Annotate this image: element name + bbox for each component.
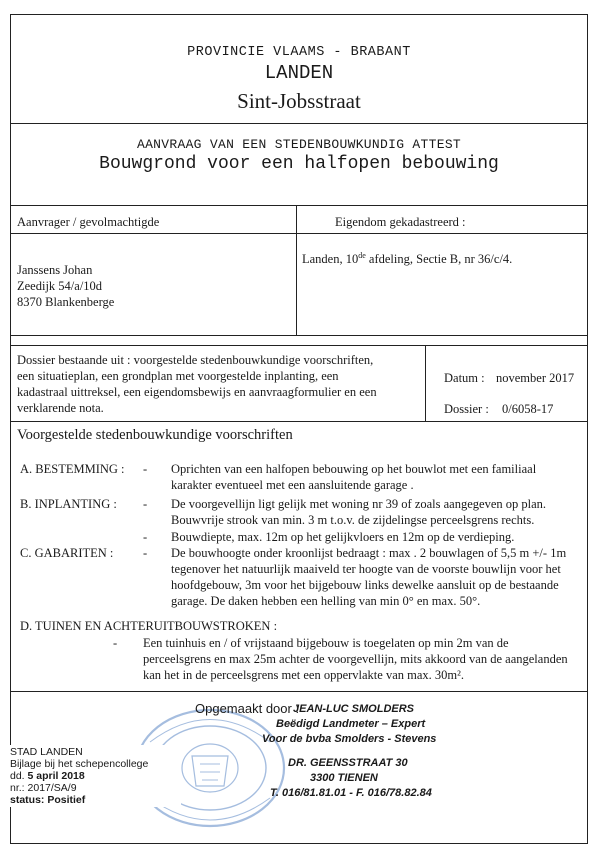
gabariten-text: tegenover het natuurlijk maaiveld ter hoogte van de voorste bouwlijn voor het xyxy=(171,562,561,576)
tuinen-text: kan het in de perceelsgrens met een oppervlakte van max. 30m². xyxy=(143,668,464,682)
province-title: PROVINCIE VLAAMS - BRABANT xyxy=(187,45,411,60)
tuinen-text: perceelsgrens en max 25m achter de voorgevellijn, mits akkoord van de aangelanden xyxy=(143,652,568,666)
divider xyxy=(10,233,588,234)
divider xyxy=(10,123,588,124)
inplanting-text: Bouwvrije strook van min. 3 m t.o.v. de zijdelingse perceelsgrens rechts. xyxy=(171,513,535,527)
street-title: Sint-Jobsstraat xyxy=(237,89,361,113)
applicant-address-line2: 8370 Blankenberge xyxy=(17,295,115,309)
dossier-line: Dossier bestaande uit : voorgestelde stedenbouwkundige voorschriften, xyxy=(17,353,374,367)
inplanting-depth-text: Bouwdiepte, max. 12m op het gelijkvloers en 12m op de verdieping. xyxy=(171,530,515,544)
divider xyxy=(10,691,588,692)
divider xyxy=(10,345,588,346)
approval-number: nr.: 2017/SA/9 xyxy=(10,782,77,794)
bullet-dash: - xyxy=(113,636,118,650)
date-label: Datum : xyxy=(444,371,485,385)
bestemming-text: Oprichten van een halfopen bebouwing op het bouwlot met een familiaal xyxy=(171,462,537,476)
gabariten-text: hoofdgebouw, 3m voor het bijgebouw links dewelke aansluit op de bestaande xyxy=(171,578,559,592)
regulations-heading: Voorgestelde stedenbouwkundige voorschriften xyxy=(17,427,293,443)
gabariten-text: garage. De daken hebben een helling van min 0° en max. 50°. xyxy=(171,594,481,608)
approval-stamp xyxy=(7,745,181,807)
bestemming-label: A. BESTEMMING : xyxy=(20,462,125,476)
applicant-address-line1: Zeedijk 54/a/10d xyxy=(17,279,103,293)
applicant-name: Janssens Johan xyxy=(17,263,93,277)
divider xyxy=(10,205,588,206)
dossier-line: verklarende nota. xyxy=(17,401,104,415)
request-title: AANVRAAG VAN EEN STEDENBOUWKUNDIG ATTEST xyxy=(136,137,462,152)
request-subtitle: Bouwgrond voor een halfopen bebouwing xyxy=(99,154,499,174)
surveyor-street: DR. GEENSSTRAAT 30 xyxy=(288,757,408,769)
bullet-dash: - xyxy=(143,530,148,544)
surveyor-name: JEAN-LUC SMOLDERS xyxy=(293,703,415,715)
bullet-dash: - xyxy=(143,497,148,511)
approval-annex: Bijlage bij het schepencollege xyxy=(10,758,149,770)
tuinen-text: Een tuinhuis en / of vrijstaand bijgebouw is toegelaten op min 2m van de xyxy=(143,636,509,650)
dossier-number-label: Dossier : xyxy=(444,402,489,416)
column-divider xyxy=(425,345,426,421)
city-title: LANDEN xyxy=(264,62,334,84)
inplanting-label: B. INPLANTING : xyxy=(20,497,117,511)
property-description: Landen, 10de afdeling, Sectie B, nr 36/c/4. xyxy=(302,251,513,267)
made-by-label: Opgemaakt door : xyxy=(195,701,300,716)
dossier-line: een situatieplan, een grondplan met voorgestelde inplanting, een xyxy=(17,369,339,383)
gabariten-text: De bouwhoogte onder kroonlijst bedraagt : max . 2 bouwlagen of 5,5 m +/- 1m xyxy=(171,546,567,560)
divider xyxy=(10,335,588,336)
surveyor-company: Voor de bvba Smolders - Stevens xyxy=(262,733,437,745)
applicant-label: Aanvrager / gevolmachtigde xyxy=(17,215,160,229)
approval-status: status: Positief xyxy=(10,794,86,806)
date-value: november 2017 xyxy=(496,371,575,385)
gabariten-label: C. GABARITEN : xyxy=(20,546,114,560)
dossier-line: kadastraal uittreksel, een eigendomsbewijs en aanvraagformulier en een xyxy=(17,385,377,399)
tuinen-label: D. TUINEN EN ACHTERUITBOUWSTROKEN : xyxy=(20,619,278,633)
column-divider xyxy=(296,205,297,335)
divider xyxy=(10,421,588,422)
bullet-dash: - xyxy=(143,546,148,560)
property-label: Eigendom gekadastreerd : xyxy=(335,215,466,229)
surveyor-phone: T. 016/81.81.01 - F. 016/78.82.84 xyxy=(270,787,432,799)
bullet-dash: - xyxy=(143,462,148,476)
dossier-number-value: 0/6058-17 xyxy=(502,402,554,416)
inplanting-text: De voorgevellijn ligt gelijk met woning nr 39 of zoals aangegeven op plan. xyxy=(171,497,547,511)
approval-authority: STAD LANDEN xyxy=(10,746,83,758)
surveyor-city: 3300 TIENEN xyxy=(310,772,378,784)
approval-date: dd. 5 april 2018 xyxy=(10,770,85,782)
bestemming-text: karakter eventueel met een aansluitende garage . xyxy=(171,478,414,492)
surveyor-title: Beëdigd Landmeter – Expert xyxy=(276,718,426,730)
